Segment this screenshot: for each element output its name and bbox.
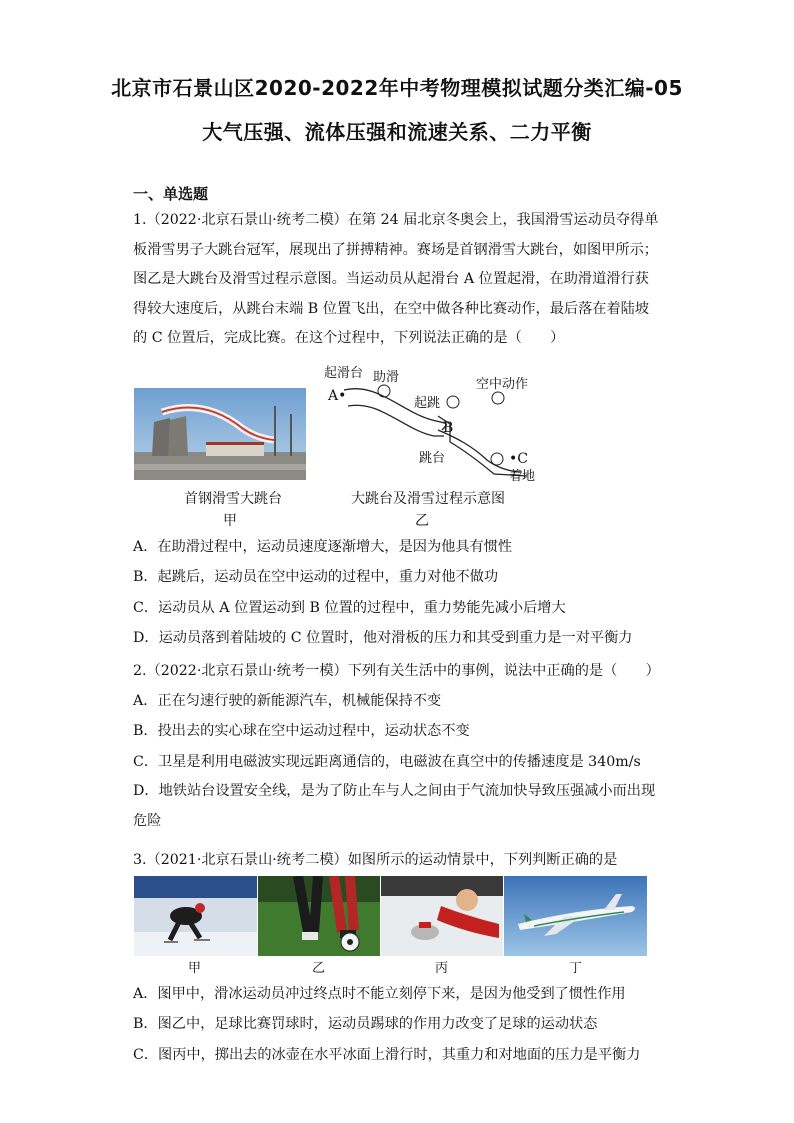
q2-option-a: A．正在匀速行驶的新能源汽车，机械能保持不变 [133,693,442,709]
diagram-label-tiaotai: 跳台 [419,451,446,466]
q3-option-b: B．图乙中，足球比赛罚球时，运动员踢球的作用力改变了足球的运动状态 [133,1016,598,1032]
diagram-label-qihuatai: 起滑台 [324,366,364,381]
document-title-line1: 北京市石景山区2020-2022年中考物理模拟试题分类汇编-05 [111,76,683,100]
diagram-label-zhaodi: 着地 [509,469,536,484]
q3-label-ding: 丁 [569,961,583,976]
q3-label-jia: 甲 [188,961,202,976]
q2-option-b: B．投出去的实心球在空中运动过程中，运动状态不变 [133,723,470,739]
q1-option-b: B．起跳后，运动员在空中运动的过程中，重力对他不做功 [133,569,499,585]
q3-option-a: A．图甲中，滑冰运动员冲过终点时不能立刻停下来，是因为他受到了惯性作用 [133,986,626,1002]
diagram-label-qitiao: 起跳 [414,396,441,411]
diagram-point-a: A• [328,388,347,404]
ski-jump-photo [134,388,306,480]
diagram-point-c: •C [509,451,528,467]
football-photo [258,876,380,956]
q1-option-c: C．运动员从 A 位置运动到 B 位置的过程中，重力势能先减小后增大 [133,600,566,616]
q1-option-a: A．在助滑过程中，运动员速度逐渐增大，是因为他具有惯性 [133,539,513,555]
q1-option-d: D．运动员落到着陆坡的 C 位置时，他对滑板的压力和其受到重力是一对平衡力 [133,630,633,646]
fig-yi-caption: 大跳台及滑雪过程示意图 [351,491,505,507]
section-heading: 一、单选题 [133,185,209,203]
diagram-label-kongzhong: 空中动作 [476,377,529,392]
curling-photo [381,876,503,956]
speed-skater-photo [134,876,257,956]
q2-option-d: D．地铁站台设置安全线，是为了防止车与人之间由于气流加快导致压强减小而出现危险 [133,783,656,829]
q2-option-c: C．卫星是利用电磁波实现远距离通信的，电磁波在真空中的传播速度是 340m/s [133,754,641,770]
document-title-line2: 大气压强、流体压强和流速关系、二力平衡 [202,120,592,144]
fig-jia-caption: 首钢滑雪大跳台 [184,491,282,507]
q3-label-bing: 丙 [435,961,449,976]
diagram-point-b: B [443,420,454,436]
q2-stem: 2.（2022·北京石景山·统考一模）下列有关生活中的事例，说法中正确的是（ ） [133,663,660,679]
fig-jia-label: 甲 [223,513,237,529]
q3-label-yi: 乙 [312,961,326,976]
fig-yi-label: 乙 [415,513,429,529]
q1-stem: 1.（2022·北京石景山·统考二模）在第 24 届北京冬奥会上，我国滑雪运动员夺得单板滑雪男子大跳台冠军，展现出了拼搏精神。赛场是首钢滑雪大跳台，如图甲所示；图乙是大跳台及滑雪过程示意图。当运动员从起滑台 A 位置起滑，在助滑道滑行获得较大速度后，从跳台末端 B 位置飞出，在空中做各种比赛动作，最后落在着陆坡的 C 位置后，完成比赛。在这个过程中，下列说法正确的是（ ） [133,212,659,347]
airplane-photo [504,876,647,956]
q3-option-c: C．图丙中，掷出去的冰壶在水平冰面上滑行时，其重力和对地面的压力是平衡力 [133,1047,641,1063]
diagram-label-zhuhua: 助滑 [373,370,400,385]
q3-stem: 3.（2021·北京石景山·统考二模）如图所示的运动情景中，下列判断正确的是 [133,852,618,868]
